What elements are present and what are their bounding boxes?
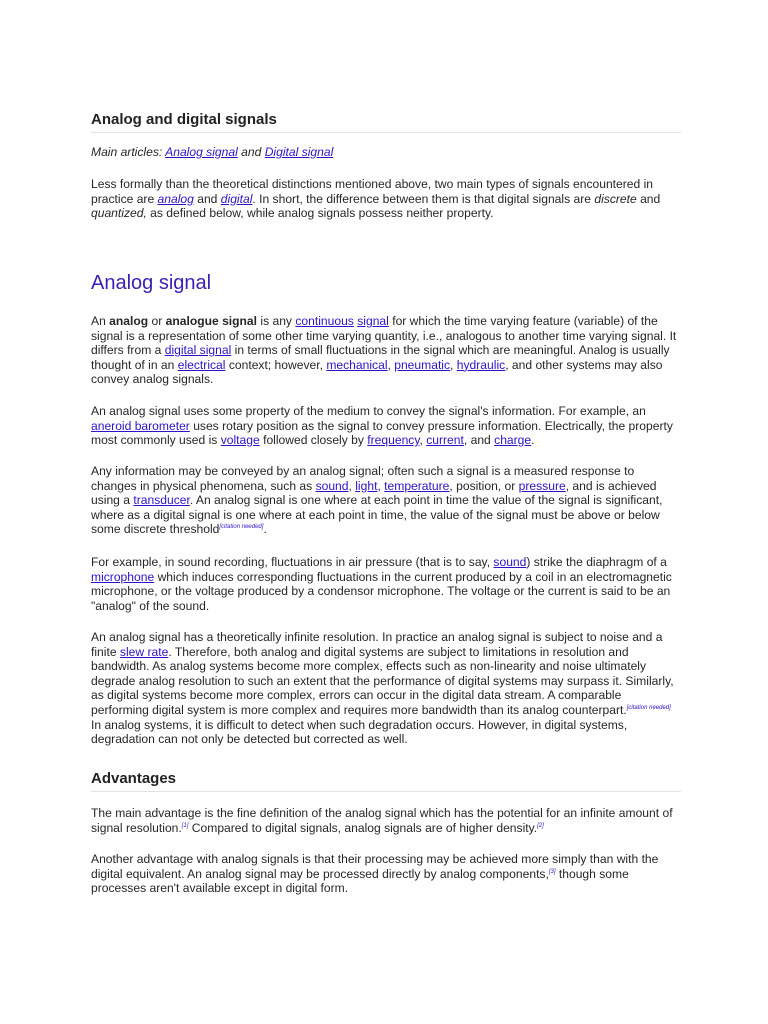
section-heading-analog-digital: Analog and digital signals bbox=[91, 111, 681, 133]
text: . Therefore, both analog and digital systems are subject to limitations in resolution and bandwidth. As analog systems become more complex, effects such as non-linearity and noise ultimately degrade analog resolution to such an extent that the performance of digital systems may surpass it. Similarly, as digital systems become more complex, errors can occur in the digital data stream. A comparable performing digital system is more complex and requires more bandwidth than its analog counterpart. bbox=[91, 644, 674, 717]
text: and bbox=[636, 191, 661, 206]
hatnote-prefix: Main articles: bbox=[91, 145, 166, 159]
text: The main advantage is the fine definition of the analog signal which has the potential for an infinite amount of signal resolution. bbox=[91, 806, 673, 835]
text: , bbox=[377, 478, 385, 493]
text: , bbox=[348, 478, 356, 493]
text: An bbox=[91, 314, 110, 328]
paragraph-intro bbox=[91, 177, 681, 221]
text: . In short, the difference between them is that digital signals are bbox=[252, 191, 595, 206]
hatnote-and: and bbox=[237, 145, 265, 159]
text: Another advantage with analog signals is that their processing may be achieved more simply than with the digital equivalent. An analog signal may be processed directly by analog components, bbox=[91, 852, 659, 881]
text: is any bbox=[257, 314, 296, 328]
emphasis-discrete: discrete bbox=[594, 191, 637, 206]
link-aneroid-barometer[interactable]: aneroid barometer bbox=[91, 418, 190, 433]
link-digital[interactable]: digital bbox=[220, 191, 253, 206]
bold-analogue-signal: analogue signal bbox=[165, 314, 258, 328]
text: Any information may be conveyed by an analog signal; often such a signal is a measured response to changes in physical phenomena, such as bbox=[91, 464, 635, 493]
link-light[interactable]: light bbox=[355, 478, 378, 493]
link-sound-2[interactable]: sound bbox=[493, 555, 527, 569]
text: , and other systems may also convey analog signals. bbox=[91, 357, 663, 387]
text: . bbox=[531, 433, 535, 448]
link-signal[interactable]: signal bbox=[357, 314, 389, 328]
text: Less formally than the theoretical distinctions mentioned above, two main types of signals encountered in practice are bbox=[91, 177, 654, 206]
link-microphone[interactable]: microphone bbox=[91, 569, 155, 584]
text: For example, in sound recording, fluctuations in air pressure (that is to say, bbox=[91, 555, 494, 569]
text: , bbox=[450, 357, 457, 372]
link-analog-signal[interactable]: Analog signal bbox=[165, 145, 238, 159]
emphasis-quantized: quantized, bbox=[91, 206, 147, 221]
paragraph-advantage-resolution bbox=[91, 806, 681, 835]
link-slew-rate[interactable]: slew rate bbox=[119, 644, 169, 659]
link-analog[interactable]: analog bbox=[157, 191, 194, 206]
link-pneumatic[interactable]: pneumatic bbox=[394, 357, 451, 372]
link-mechanical[interactable]: mechanical bbox=[326, 357, 388, 372]
text: or bbox=[148, 314, 166, 328]
text: followed closely by bbox=[259, 433, 368, 448]
text: for which the time varying feature (variable) of the signal is a representation of some other time varying quantity, i.e., analogous to another time varying signal. It differs from a bbox=[91, 314, 677, 358]
paragraph-resolution bbox=[91, 630, 681, 747]
section-heading-advantages: Advantages bbox=[91, 770, 681, 792]
link-digital-signal[interactable]: Digital signal bbox=[264, 145, 334, 159]
citation-needed-badge[interactable]: [citation needed] bbox=[219, 524, 264, 531]
text: in terms of small fluctuations in the signal which are meaningful. Analog is usually thought of in an bbox=[91, 343, 670, 372]
link-frequency[interactable]: frequency bbox=[367, 433, 420, 448]
link-sound[interactable]: sound bbox=[315, 478, 349, 493]
text: Compared to digital signals, analog signals are of higher density. bbox=[188, 820, 538, 835]
text: context; however, bbox=[225, 357, 327, 372]
citation-needed-badge[interactable]: [citation needed] bbox=[626, 704, 671, 711]
link-electrical[interactable]: electrical bbox=[177, 357, 226, 372]
text: In analog systems, it is difficult to detect when such degradation occurs. However, in digital systems, degradation can not only be detected but corrected as well. bbox=[91, 717, 628, 747]
link-pressure[interactable]: pressure bbox=[518, 478, 566, 493]
text: , bbox=[387, 357, 395, 372]
text: An analog signal has a theoretically infinite resolution. In practice an analog signal is subject to noise and a finite bbox=[91, 630, 663, 659]
heading-analog-signal: Analog signal bbox=[91, 272, 212, 294]
bold-analog: analog bbox=[109, 314, 149, 328]
link-transducer[interactable]: transducer bbox=[133, 493, 190, 508]
reference-1[interactable]: [1] bbox=[181, 822, 189, 829]
link-charge[interactable]: charge bbox=[494, 433, 532, 448]
link-temperature[interactable]: temperature bbox=[384, 478, 450, 493]
link-hydraulic[interactable]: hydraulic bbox=[456, 357, 506, 372]
paragraph-analog-information bbox=[91, 464, 681, 537]
text: . bbox=[263, 522, 267, 537]
paragraph-advantage-processing bbox=[91, 852, 681, 896]
text: though some processes aren't available except in digital form. bbox=[91, 866, 629, 896]
text: An analog signal uses some property of the medium to convey the signal's information. For example, an bbox=[91, 404, 646, 418]
paragraph-analog-property bbox=[91, 404, 681, 448]
paragraph-analog-definition bbox=[91, 314, 681, 387]
reference-2[interactable]: [2] bbox=[537, 822, 544, 829]
hatnote-main-articles bbox=[91, 145, 681, 160]
reference-3[interactable]: [3] bbox=[548, 868, 556, 875]
text: . An analog signal is one where at each point in time the value of the signal is significant, where as a digital signal is one where at each point in time, the value of the signal must be above or below some discrete threshold bbox=[91, 493, 663, 537]
link-voltage[interactable]: voltage bbox=[220, 433, 260, 448]
link-digital-signal-inline[interactable]: digital signal bbox=[164, 343, 232, 358]
text: , position, or bbox=[449, 478, 519, 493]
text: , and bbox=[463, 433, 495, 448]
link-continuous[interactable]: continuous bbox=[295, 314, 354, 328]
text: , and is achieved using a bbox=[91, 478, 657, 508]
paragraph-sound-recording bbox=[91, 555, 681, 613]
text: which induces corresponding fluctuations in the current produced by a coil in an electromagnetic microphone, or the voltage produced by a condensor microphone. The voltage or the current is said to be an "analog" of the sound. bbox=[91, 569, 672, 613]
text: , bbox=[419, 433, 427, 448]
text: as defined below, while analog signals possess neither property. bbox=[146, 206, 494, 221]
text: and bbox=[193, 191, 221, 206]
text: ) strike the diaphragm of a bbox=[526, 555, 667, 569]
link-current[interactable]: current bbox=[426, 433, 464, 448]
text: uses rotary position as the signal to convey pressure information. Electrically, the property most commonly used is bbox=[91, 418, 673, 448]
